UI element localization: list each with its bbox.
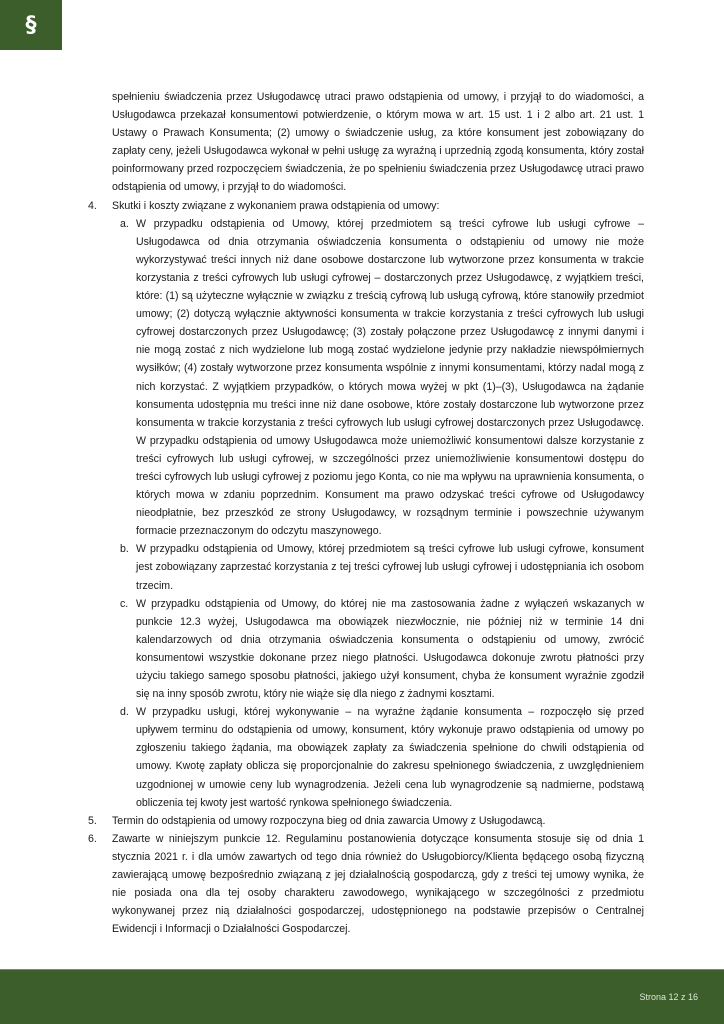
subitem-letter: c.: [120, 597, 129, 610]
list-item-4: [88, 197, 644, 215]
document-body: [88, 88, 644, 938]
subitem-c: [88, 595, 644, 704]
subitem-b: [88, 540, 644, 594]
item-number: 5.: [88, 814, 97, 827]
page-number: Strona 12 z 16: [639, 992, 698, 1002]
list-item-6: [88, 830, 644, 939]
subitem-letter: b.: [120, 543, 129, 556]
section-badge: [0, 0, 62, 50]
item-number: 6.: [88, 832, 97, 845]
subitem-letter: a.: [120, 217, 129, 230]
item-text: Termin do odstąpienia od umowy rozpoczyna bieg od dnia zawarcia Umowy z Usługodawcą.: [112, 814, 546, 827]
subitem-text: W przypadku usługi, której wykonywanie – na wyraźne żądanie konsumenta – rozpoczęło się przed upływem terminu do odstąpienia od umowy, konsument, który wykonuje prawo odstąpienia od umowy po zgłoszeniu takiego żądania, ma obowiązek zapłaty za świadczenia spełnione do chwili odstąpienia od umowy. Kwotę zapłaty oblicza się proporcjonalnie do zakresu spełnionego świadczenia, z uwzględnieniem uzgodnionej w umowie ceny lub wynagrodzenia. Jeżeli cena lub wynagrodzenie są nadmierne, podstawą obliczenia tej kwoty jest wartość rynkowa spełnionego świadczenia.: [136, 706, 644, 809]
list-item-5: [88, 812, 644, 830]
subitem-d: [88, 703, 644, 812]
subitem-text: W przypadku odstąpienia od Umowy, której przedmiotem są treści cyfrowe lub usługi cyfrowe – Usługodawca od dnia otrzymania oświadczenia konsumenta o odstąpieniu od umowy nie może wykorzystywać treści innych niż dane osobowe dostarczone lub wytworzone przez konsumenta w trakcie korzystania z treści cyfrowych lub usługi cyfrowej – dostarczonych przez Usługodawcę, z wyjątkiem treści, które: (1) są użyteczne wyłącznie w związku z treścią cyfrową lub usługą cyfrową, które stanowiły przedmiot umowy; (2) dotyczą wyłącznie aktywności konsumenta w trakcie korzystania z treści cyfrowych lub usługi cyfrowej dostarczonych przez Usługodawcę; (3) zostały połączone przez Usługodawcę z innymi danymi i nie mogą zostać z nich wydzielone lub mogą zostać wydzielone jedynie przy nakładzie niewspółmiernych wysiłków; (4) zostały wytworzone przez konsumenta wspólnie z innymi konsumentami, którzy nadal mogą z nich korzystać. Z wyjątkiem przypadków, o których mowa wyżej w pkt (1)–(3), Usługodawca na żądanie konsumenta udostępnia mu treści inne niż dane osobowe, które zostały dostarczone lub wytworzone przez konsumenta w trakcie korzystania z treści cyfrowych lub usługi cyfrowej dostarczonych przez Usługodawcę. W przypadku odstąpienia od umowy Usługodawca może uniemożliwić konsumentowi dalsze korzystanie z treści cyfrowych lub usługi cyfrowej, w szczególności przez uniemożliwienie konsumentowi dostępu do treści cyfrowych lub usługi cyfrowej z poziomu jego Konta, co nie ma wpływu na uprawnienia konsumenta, o których mowa w zdaniu poprzednim. Konsument ma prawo odzyskać treści cyfrowe od Usługodawcy nieodpłatnie, bez przeszkód ze strony Usługodawcy, w rozsądnym terminie i powszechnie używanym formacie przeznaczonym do odczytu maszynowego.: [136, 217, 644, 538]
subitem-letter: d.: [120, 706, 129, 719]
item-number: 4.: [88, 199, 97, 212]
subitem-text: W przypadku odstąpienia od Umowy, której przedmiotem są treści cyfrowe lub usługi cyfrowe, konsument jest zobowiązany zaprzestać korzystania z tej treści cyfrowej lub usługi cyfrowej i udostępniania ich osobom trzecim.: [136, 543, 644, 592]
item-text: Skutki i koszty związane z wykonaniem prawa odstąpienia od umowy:: [112, 199, 440, 212]
continuation-paragraph: spełnieniu świadczenia przez Usługodawcę utraci prawo odstąpienia od umowy, i przyjął to do wiadomości, a Usługodawca przekazał konsumentowi potwierdzenie, o którym mowa w art. 15 ust. 1 i 2 albo art. 21 ust. 1 Ustawy o Prawach Konsumenta; (2) umowy o świadczenie usług, za które konsument jest zobowiązany do zapłaty ceny, jeżeli Usługodawca wykonał w pełni usługę za wyraźną i uprzednią zgodą konsumenta, który został poinformowany przed rozpoczęciem świadczenia, że po spełnieniu świadczenia przez Usługodawcę utraci prawo odstąpienia od umowy, i przyjął to do wiadomości.: [112, 91, 644, 194]
subitem-text: W przypadku odstąpienia od Umowy, do której nie ma zastosowania żadne z wyłączeń wskazanych w punkcie 12.3 wyżej, Usługodawca ma obowiązek niezwłocznie, nie później niż w terminie 14 dni kalendarzowych od dnia otrzymania oświadczenia konsumenta o odstąpieniu od umowy, zwrócić konsumentowi wszystkie dokonane przez niego płatności. Usługodawca dokonuje zwrotu płatności przy użyciu takiego samego sposobu płatności, jakiego użył konsument, chyba że konsument wyraźnie zgodził się na inny sposób zwrotu, który nie wiąże się dla niego z żadnymi kosztami.: [136, 597, 644, 701]
subitem-a: [88, 215, 644, 541]
item-text: Zawarte w niniejszym punkcie 12. Regulaminu postanowienia dotyczące konsumenta stosuje się od dnia 1 stycznia 2021 r. i dla umów zawartych od tego dnia również do Usługobiorcy/Klienta będącego osobą fizyczną zawierającą umowę bezpośrednio związaną z jej działalnością gospodarczą, gdy z treści tej umowy wynika, że nie posiada ona dla tej osoby charakteru zawodowego, wynikającego w szczególności z przedmiotu wykonywanej przez nią działalności gospodarczej, udostępnionego na podstawie przepisów o Centralnej Ewidencji i Informacji o Działalności Gospodarczej.: [112, 832, 644, 936]
section-symbol-icon: §: [25, 12, 37, 38]
page-footer: [0, 969, 724, 1024]
